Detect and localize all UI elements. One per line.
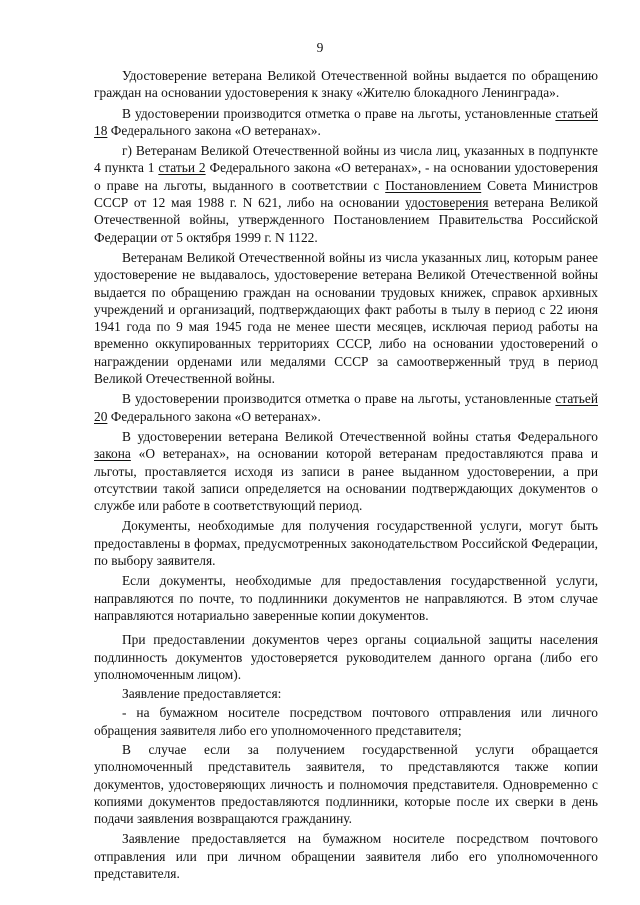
text-segment: Ветеранам Великой Отечественной войны из числа указанных лиц, которым ранее удостоверение не выдавалось, удостоверение ветерана Великой Отечественной войны выдается по обращению граждан на основании трудовых книжек, справок архивных учреждений и организаций, подтверждающих факт работы в тылу в период с 22 июня 1941 года по 9 мая 1945 года не менее шести месяцев, исключая период работы на временно оккупированных территориях СССР, либо на основании удостоверений о награждении орденами или медалями СССР за самоотверженный труд в период Великой Отечественной войны.	[94, 249, 598, 387]
paragraph-postal-submission	[94, 572, 598, 624]
text-segment: В случае если за получением государственной услуги обращается уполномоченный представитель заявителя, то представляются также копии документов, удостоверяющих личность и полномочия представителя. Одновременно с копиями документов предоставляются подлинники, которые после их сверки в день подачи заявления возвращаются гражданину.	[94, 741, 598, 827]
paragraph-paper-carrier-item	[94, 704, 598, 739]
paragraph-representative	[94, 741, 598, 827]
text-segment: При предоставлении документов через органы социальной защиты населения подлинность документов удостоверяется руководителем данного органа (либо его уполномоченным лицом).	[94, 632, 598, 682]
text-segment: ветерана Великой Отечественной войны, утвержденного Постановлением Правительства Российской Федерации от 5 октября 1999 г. N 1122.	[94, 195, 598, 245]
text-segment: В удостоверении производится отметка о праве на льготы, установленные	[122, 105, 556, 121]
text-segment: В удостоверении ветерана Великой Отечественной войны статья Федерального	[122, 428, 598, 444]
text-segment: Федерального закона «О ветеранах», - на основании удостоверения о праве на льготы, выданного в соответствии с	[94, 160, 598, 193]
paragraph-home-front-workers	[94, 249, 598, 387]
paragraph-social-protection-authority	[94, 631, 598, 683]
text-segment: Совета Министров СССР от 12 мая 1988 г. N 621, либо на основании	[94, 177, 598, 211]
paragraph-veteran-certificate-leningrad	[94, 67, 598, 102]
legal-reference-link[interactable]: статьей 18	[94, 105, 598, 138]
text-segment: Удостоверение ветерана Великой Отечественной войны выдается по обращению граждан на основании удостоверения к знаку «Жителю блокадного Ленинграда».	[94, 68, 598, 101]
text-segment: - на бумажном носителе посредством почтового отправления или личного обращения заявителя либо его уполномоченного представителя;	[94, 705, 598, 738]
paragraph-document-forms	[94, 517, 598, 569]
legal-reference-link[interactable]: статьей 20	[94, 391, 598, 424]
text-segment: Заявление предоставляется на бумажном носителе посредством почтового отправления или при личном обращении заявителя либо его уполномоченного представителя.	[94, 831, 598, 882]
page-number: 9	[316, 40, 324, 55]
legal-reference-link[interactable]: Постановлением	[385, 177, 482, 193]
legal-reference-link[interactable]: закона	[94, 446, 131, 462]
text-segment: «О ветеранах», на основании которой ветеранам предоставляются права и льготы, проставляется исходя из записи в ранее выданном удостоверении, а при отсутствии такой записи определяется на основании подтверждающих документов о службе или работе в соответствующий период.	[94, 446, 598, 514]
text-segment: Заявление предоставляется:	[122, 686, 282, 702]
legal-reference-link[interactable]: статьи 2	[158, 160, 206, 176]
document-body	[94, 67, 598, 882]
text-segment: В удостоверении производится отметка о праве на льготы, установленные	[122, 391, 556, 407]
paragraph-application-submitted	[94, 685, 598, 702]
text-segment: Если документы, необходимые для предоставления государственной услуги, направляются по почте, то подлинники документов не направляются. В этом случае направляются нотариально заверенные копии документов.	[94, 573, 598, 623]
paragraph-article-entry	[94, 428, 598, 514]
text-segment: Федерального закона «О ветеранах».	[107, 122, 321, 138]
paragraph-application-paper	[94, 830, 598, 882]
text-segment: г) Ветеранам Великой Отечественной войны из числа лиц, указанных в подпункте 4 пункта 1	[94, 143, 598, 176]
text-segment: Федерального закона «О ветеранах».	[107, 408, 321, 424]
paragraph-article-18-mark	[94, 105, 598, 140]
paragraph-article-20-mark	[94, 390, 598, 425]
paragraph-item-g	[94, 142, 598, 246]
legal-reference-link[interactable]: удостоверения	[405, 195, 489, 211]
text-segment: Документы, необходимые для получения государственной услуги, могут быть предоставлены в формах, предусмотренных законодательством Российской Федерации, по выбору заявителя.	[94, 518, 598, 569]
